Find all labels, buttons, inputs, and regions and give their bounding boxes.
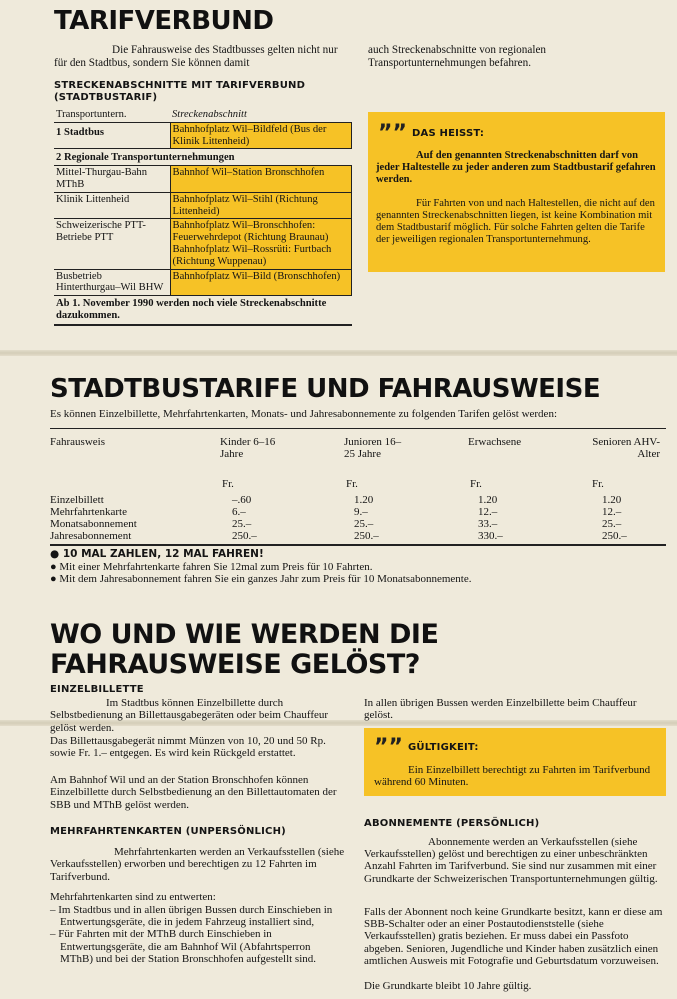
table-heading: STRECKENABSCHNITTE MIT TARIFVERBUND (STADTBUSTARIF) [54,80,306,103]
tarife-intro: Es können Einzelbillette, Mehrfahrtenkarten, Monats- und Jahresabonnemente zu folgenden Tarifen gelöst werden: [50,408,557,420]
bullet-2: ● Mit einer Mehrfahrtenkarte fahren Sie 12mal zum Preis für 10 Fahrten. [50,561,373,573]
group-label-regional: 2 Regionale Transportunternehmungen [56,152,235,164]
row-label-mthb: Mittel-Thurgau-Bahn MThB [56,167,148,190]
list-item: – Im Stadtbus und in allen übrigen Bussen durch Einschieben in Entwertungsgeräte, die in jedem Fahrzeug installiert sind, [50,904,333,929]
price-junioren: 9.– [354,506,368,518]
price-kinder: –.60 [232,494,252,506]
info-box-das-heisst [368,112,665,272]
intro-text-right: auch Streckenabschnitte von regionalen Transportunternehmungen befahren. [368,44,547,69]
quote-icon: ”” [374,735,403,760]
currency-label: Fr. [222,478,234,490]
row-value-klinik: Bahnhofplatz Wil–Stihl (Richtung Littenheid) [170,192,352,219]
price-junioren: 250.– [354,530,379,542]
heading-abonnemente: ABONNEMENTE (PERSÖNLICH) [364,818,540,829]
price-erwachsene: 12.– [478,506,498,518]
row-label: Mehrfahrtenkarte [50,506,127,518]
price-erwachsene: 330.– [478,530,503,542]
paper-fold [0,350,677,356]
row-label-stadtbus: 1 Stadtbus [56,126,104,138]
price-kinder: 25.– [232,518,252,530]
table-note: Ab 1. November 1990 werden noch viele Streckenabschnitte dazukommen. [56,298,327,321]
route-table [54,108,352,326]
price-senioren: 250.– [602,530,627,542]
bullet-3: ● Mit dem Jahresabonnement fahren Sie ein ganzes Jahr zum Preis für 10 Monatsabonnemente. [50,573,472,585]
price-erwachsene: 1.20 [478,494,498,506]
bullet-dot-icon: ● [50,561,60,573]
row-label-ptt: Schweizerische PTT-Betriebe PTT [56,220,146,244]
currency-label: Fr. [592,478,604,490]
currency-label: Fr. [470,478,482,490]
col-header-section: Streckenabschnitt [172,109,247,120]
einzel-paragraph-1: Im Stadtbus können Einzelbillette durch Selbstbedienung an Billettausgabegeräten oder beim Chauffeur gelöst werden. [50,697,329,734]
abo-paragraph-2: Falls der Abonnent noch keine Grundkarte besitzt, kann er diese am SBB-Schalter oder an einer Postautodienststelle (siehe Verkaufsstellen) gratis beziehen. Er muss dabei ein Passfoto abgeben. Senioren, Jugendliche und Kinder haben zusätzlich einen amtlichen Ausweis mit Fotografie und Geburtsdatum vorzuweisen. [364,906,663,967]
info-box-text: Ein Einzelbillett berechtigt zu Fahrten im Tarifverbund während 60 Minuten. [374,764,651,789]
section-title-tarife: STADTBUSTARIFE UND FAHRAUSWEISE [50,374,601,404]
info-box-title: GÜLTIGKEIT: [408,742,479,753]
row-label: Jahresabonnement [50,530,132,542]
row-value-ptt: Bahnhofplatz Wil–Bronschhofen: Feuerwehrdepot (Richtung Braunau) Bahnhofplatz Wil–Rossrüti: Furtbach (Richtung Wuppenau) [170,219,352,269]
price-senioren: 25.– [602,518,622,530]
section-title-tarifverbund: TARIFVERBUND [54,6,274,36]
col-header-operator: Transportuntern. [56,109,127,120]
row-label-klinik: Klinik Littenheid [56,193,130,205]
row-label: Einzelbillett [50,494,104,506]
col-header-kinder: Kinder 6–16 Jahre [220,436,276,460]
abo-paragraph-1: Abonnemente werden an Verkaufsstellen (siehe Verkaufsstellen) gelöst und berechtigen zu einer unbeschränkten Anzahl Fahrten im Tarifverbund. Sie sind nur zusammen mit einer Grundkarte der Schweizerischen Transportunternehmungen gültig. [364,836,658,885]
quote-icon: ”” [378,121,407,146]
intro-text-left: Die Fahrausweise des Stadtbusses gelten nicht nur für den Stadtbus, sondern Sie können damit [54,44,338,69]
einzel-paragraph-3: Am Bahnhof Wil und an der Station Bronschhofen können Einzelbillette durch Selbstbedienung an den Billettautomaten der SBB und MThB gelöst werden. [50,774,337,811]
info-box-paragraph-1: Auf den genannten Streckenabschnitten darf von jeder Haltestelle zu jeder anderen zum Stadtbustarif gefahren werden. [376,150,656,185]
heading-mehrfahrtenkarten: MEHRFAHRTENKARTEN (UNPERSÖNLICH) [50,826,286,837]
price-kinder: 250.– [232,530,257,542]
bullet-1: ● 10 MAL ZAHLEN, 12 MAL FAHREN! [50,548,264,560]
row-value-stadtbus: Bahnhofplatz Wil–Bildfeld (Bus der Klinik Littenheid) [170,122,352,149]
bullet-dot-icon: ● [50,548,63,560]
tariff-table-bottom-rule [50,544,666,546]
price-senioren: 1.20 [602,494,622,506]
row-label: Monatsabonnement [50,518,137,530]
mehr-list [50,904,346,965]
list-item: – Für Fahrten mit der MThB durch Einschieben in Entwertungsgeräte, die am Bahnhof Wil (Abfahrtsperron MThB) und bei der Station Bronschhofen aufgestellt sind. [50,928,317,965]
col-header-erwachsene: Erwachsene [468,436,522,448]
abo-paragraph-3: Die Grundkarte bleibt 10 Jahre gültig. [364,980,532,992]
tariff-table-top-rule [50,428,666,429]
einzel-right-paragraph: In allen übrigen Bussen werden Einzelbillette beim Chauffeur gelöst. [364,697,637,722]
bullet-dot-icon: ● [50,573,60,585]
row-label-bhw: Busbetrieb Hinterthurgau–Wil BHW [56,270,164,294]
mehr-paragraph-2: Mehrfahrtenkarten sind zu entwerten: [50,891,216,903]
col-header-junioren: Junioren 16–25 Jahre [344,436,402,460]
col-header-fahrausweis: Fahrausweis [50,436,105,448]
currency-label: Fr. [346,478,358,490]
einzel-paragraph-2: Das Billettausgabegerät nimmt Münzen von 10, 20 und 50 Rp. sowie Fr. 1.– entgegen. Es wird kein Rückgeld erstattet. [50,735,326,760]
price-senioren: 12.– [602,506,622,518]
price-erwachsene: 33.– [478,518,498,530]
info-box-title: DAS HEISST: [412,128,485,139]
row-value-bhw: Bahnhofplatz Wil–Bild (Bronschhofen) [170,269,352,296]
tarife-bullets [50,548,471,585]
col-header-senioren: Senioren AHV-Alter [592,436,660,460]
price-junioren: 25.– [354,518,374,530]
mehr-paragraph-1: Mehrfahrtenkarten werden an Verkaufsstellen (siehe Verkaufsstellen) erworben und berechtigen zu 12 Fahrten im Tarifverbund. [50,846,345,883]
heading-einzelbillette: EINZELBILLETTE [50,684,144,695]
info-box-paragraph-2: Für Fahrten von und nach Haltestellen, die nicht auf den genannten Streckenabschnitten liegen, ist keine Kombination mit dem Stadtbustarif möglich. Für solche Fahrten gelten die Tarife der jeweiligen regionalen Transportunternehmung. [376,198,655,245]
price-kinder: 6.– [232,506,246,518]
row-value-mthb: Bahnhof Wil–Station Bronschhofen [170,166,352,193]
section-title-wo-und-wie: WO UND WIE WERDEN DIE FAHRAUSWEISE GELÖST? [50,619,439,680]
info-box-gueltigkeit [364,728,666,796]
price-junioren: 1.20 [354,494,374,506]
